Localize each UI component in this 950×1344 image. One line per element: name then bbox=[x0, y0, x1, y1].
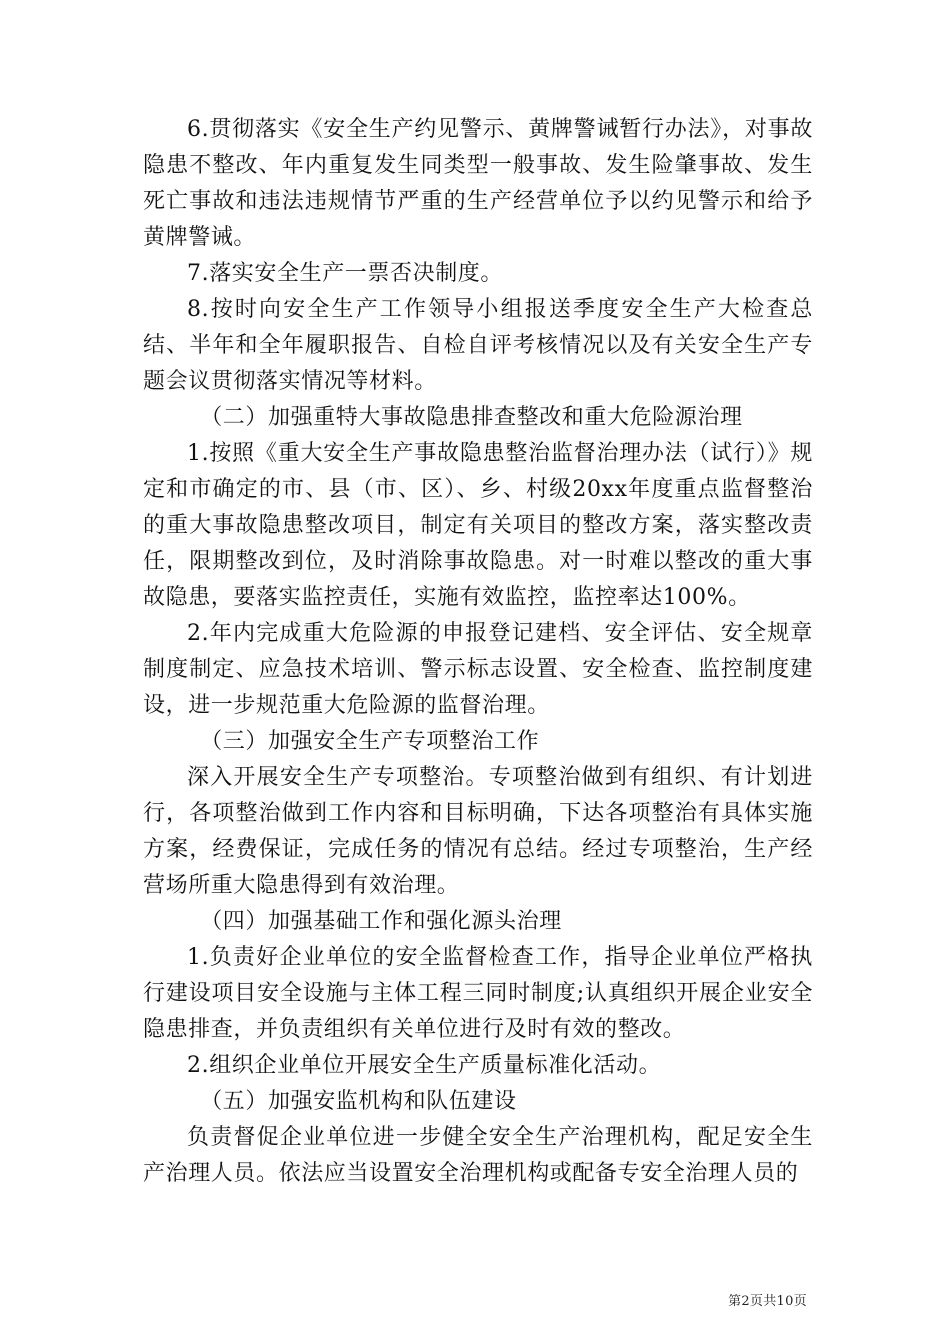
paragraph-section4-item-1: 1.负责好企业单位的安全监督检查工作，指导企业单位严格执行建设项目安全设施与主体工程三同时制度;认真组织开展企业安全隐患排查，并负责组织有关单位进行及时有效的整改。 bbox=[143, 945, 813, 1042]
section-heading-5: （五）加强安监机构和队伍建设 bbox=[200, 1089, 517, 1114]
section-heading-2: （二）加强重特大事故隐患排查整改和重大危险源治理 bbox=[200, 405, 743, 430]
paragraph-section2-item-2: 2.年内完成重大危险源的申报登记建档、安全评估、安全规章制度制定、应急技术培训、警示标志设置、安全检查、监控制度建设，进一步规范重大危险源的监督治理。 bbox=[143, 621, 813, 718]
section-heading-4: （四）加强基础工作和强化源头治理 bbox=[200, 909, 562, 934]
paragraph-section5: 负责督促企业单位进一步健全安全生产治理机构，配足安全生产治理人员。依法应当设置安全治理机构或配备专安全治理人员的 bbox=[143, 1125, 813, 1186]
section-heading-3: （三）加强安全生产专项整治工作 bbox=[200, 729, 540, 754]
paragraph-section3: 深入开展安全生产专项整治。专项整治做到有组织、有计划进行，各项整治做到工作内容和目标明确，下达各项整治有具体实施方案，经费保证，完成任务的情况有总结。经过专项整治，生产经营场所重大隐患得到有效治理。 bbox=[143, 765, 813, 898]
page-number: 第2页共10页 bbox=[728, 1294, 807, 1309]
paragraph-section2-item-1: 1.按照《重大安全生产事故隐患整治监督治理办法（试行）》规定和市确定的市、县（市、区）、乡、村级20xx年度重点监督整治的重大事故隐患整改项目，制定有关项目的整改方案，落实整改责任，限期整改到位，及时消除事故隐患。对一时难以整改的重大事故隐患，要落实监控责任，实施有效监控，监控率达100%。 bbox=[143, 441, 813, 610]
paragraph-item-7: 7.落实安全生产一票否决制度。 bbox=[187, 261, 503, 286]
paragraph-section4-item-2: 2.组织企业单位开展安全生产质量标准化活动。 bbox=[187, 1053, 662, 1078]
paragraph-item-8: 8.按时向安全生产工作领导小组报送季度安全生产大检查总结、半年和全年履职报告、自检自评考核情况以及有关安全生产专题会议贯彻落实情况等材料。 bbox=[143, 297, 813, 394]
paragraph-item-6: 6.贯彻落实《安全生产约见警示、黄牌警诫暂行办法》，对事故隐患不整改、年内重复发生同类型一般事故、发生险肇事故、发生死亡事故和违法违规情节严重的生产经营单位予以约见警示和给予黄牌警诫。 bbox=[143, 117, 813, 250]
document-body bbox=[143, 112, 813, 1192]
